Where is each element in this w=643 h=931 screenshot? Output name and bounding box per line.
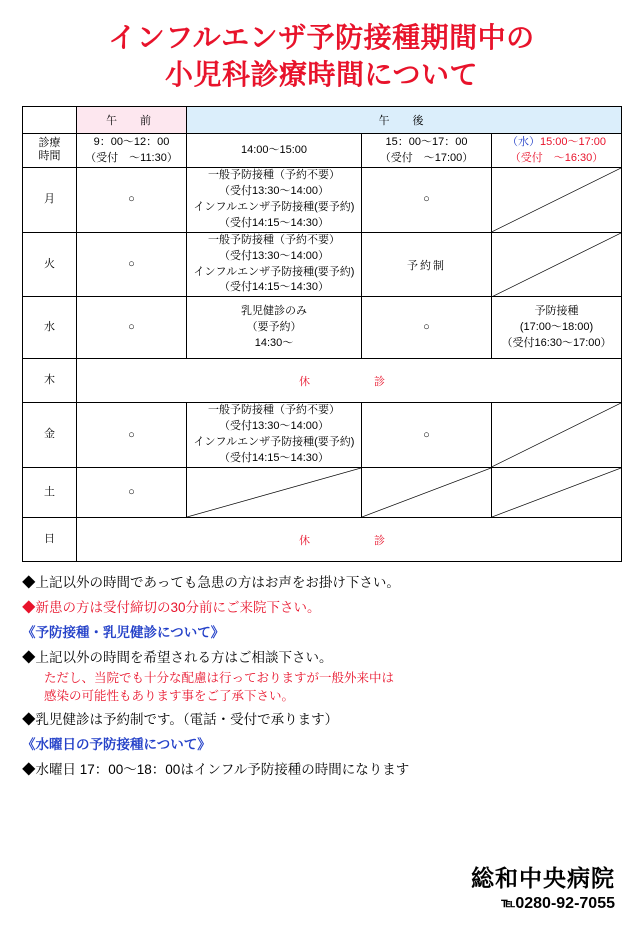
hospital-name: 総和中央病院	[471, 865, 615, 891]
day-label-thu: 木	[23, 359, 77, 403]
time-pm3-prefix: （水）	[506, 135, 540, 148]
fri-pm1: 一般予防接種（予約不要） （受付13:30〜14:00） インフルエンザ予防接種(要予約) （受付14:15〜14:30）	[187, 403, 362, 468]
time-pm3-time: 15:00〜17:00	[539, 135, 607, 148]
table-time-row	[23, 133, 622, 167]
fri-pm2: ○	[362, 403, 492, 468]
tue-pm2: 予約制	[362, 232, 492, 297]
note-infant-checkup: ◆乳児健診は予約制です。（電話・受付で承ります）	[22, 712, 339, 728]
table-row	[23, 297, 622, 359]
fri-am: ○	[77, 403, 187, 468]
table-row	[23, 403, 622, 468]
note-consult: ◆上記以外の時間を希望される方はご相談下さい。	[22, 649, 333, 665]
mon-pm2: ○	[362, 167, 492, 232]
table-row	[23, 468, 622, 518]
mon-pm3-unavailable	[492, 167, 622, 232]
note-wednesday-flu: ◆水曜日 17：00〜18：00はインフル予防接種の時間になります	[22, 761, 410, 777]
time-pm3	[492, 133, 622, 167]
wed-pm2: ○	[362, 297, 492, 359]
header-am: 午 前	[77, 106, 187, 133]
sat-pm2-unavailable	[362, 468, 492, 518]
telephone-icon: ℡	[501, 895, 516, 910]
wed-am: ○	[77, 297, 187, 359]
table-row	[23, 232, 622, 297]
footer	[471, 860, 615, 913]
day-label-fri: 金	[23, 403, 77, 468]
note-caution-line2: 感染の可能性もあります事をご了承下さい。	[44, 689, 295, 704]
day-label-wed: 水	[23, 297, 77, 359]
page-title-line1: インフルエンザ予防接種期間中の	[108, 22, 535, 53]
note-emergency: ◆上記以外の時間であっても急患の方はお声をお掛け下さい。	[22, 575, 400, 591]
wed-pm1: 乳児健診のみ （要予約） 14:30〜	[187, 297, 362, 359]
telephone	[471, 895, 615, 913]
table-row	[23, 359, 622, 403]
day-label-sat: 土	[23, 468, 77, 518]
mon-am: ○	[77, 167, 187, 232]
day-label-tue: 火	[23, 232, 77, 297]
telephone-number: 0280-92-7055	[515, 895, 615, 912]
notes-section	[22, 572, 621, 781]
day-label-sun: 日	[23, 518, 77, 562]
note-caution-line1: ただし、当院でも十分な配慮は行っておりますが一般外来中は	[44, 670, 395, 685]
note-heading-vaccination: 《予防接種・乳児健診について》	[22, 624, 225, 640]
sat-pm1-unavailable	[187, 468, 362, 518]
time-pm3-reception: （受付 〜16:30）	[509, 152, 604, 165]
note-heading-wednesday: 《水曜日の予防接種について》	[22, 736, 211, 752]
table-header-row	[23, 106, 622, 133]
note-new-patient: ◆新患の方は受付締切の30分前にご来院下さい。	[22, 600, 321, 616]
time-row-label: 診療 時間	[23, 133, 77, 167]
sat-am: ○	[77, 468, 187, 518]
page-title-line2: 小児科診療時間について	[165, 58, 478, 90]
time-pm1: 14:00〜15:00	[187, 133, 362, 167]
sat-pm3-unavailable	[492, 468, 622, 518]
page-title	[22, 0, 621, 106]
table-row	[23, 518, 622, 562]
fri-pm3-unavailable	[492, 403, 622, 468]
mon-pm1: 一般予防接種（予約不要） （受付13:30〜14:00） インフルエンザ予防接種(要予約) （受付14:15〜14:30）	[187, 167, 362, 232]
tue-pm3-unavailable	[492, 232, 622, 297]
time-am: 9：00〜12：00 （受付 〜11:30）	[77, 133, 187, 167]
wed-pm3: 予防接種 (17:00〜18:00) （受付16:30〜17:00）	[492, 297, 622, 359]
day-label-mon: 月	[23, 167, 77, 232]
header-corner	[23, 106, 77, 133]
header-pm: 午 後	[187, 106, 622, 133]
table-row	[23, 167, 622, 232]
sun-closed: 休 診	[77, 518, 622, 562]
time-pm2: 15：00〜17：00 （受付 〜17:00）	[362, 133, 492, 167]
tue-am: ○	[77, 232, 187, 297]
tue-pm1: 一般予防接種（予約不要） （受付13:30〜14:00） インフルエンザ予防接種(要予約) （受付14:15〜14:30）	[187, 232, 362, 297]
schedule-table	[22, 106, 622, 562]
thu-closed: 休 診	[77, 359, 622, 403]
